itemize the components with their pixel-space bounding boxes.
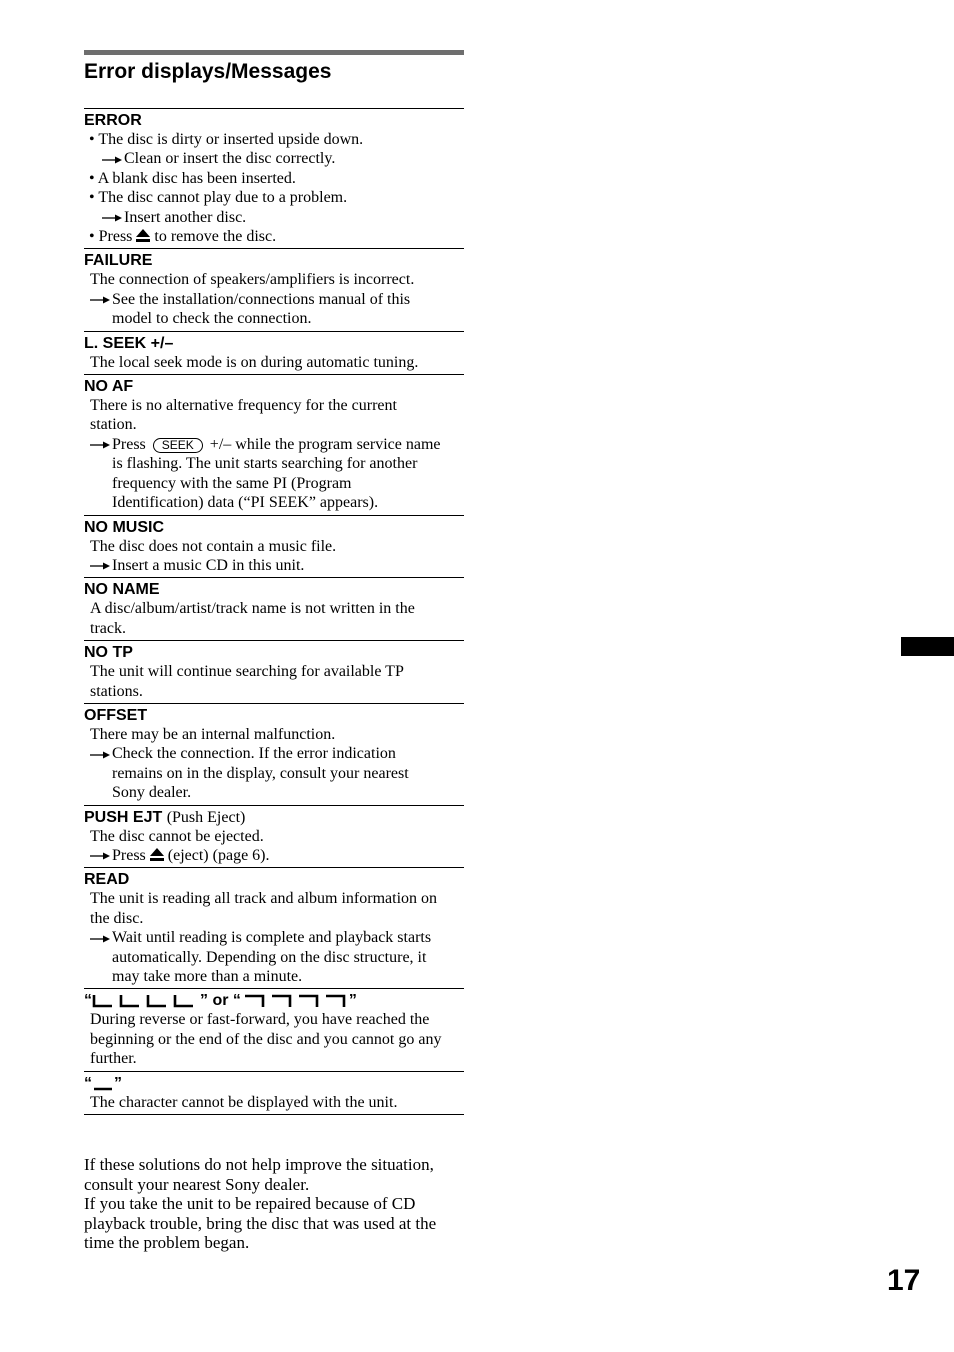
description-text: During reverse or fast-forward, you have reached the — [90, 1011, 430, 1029]
section-no-af — [84, 375, 464, 515]
continuation-text: model to check the connection. — [112, 310, 312, 328]
section-error — [84, 109, 464, 249]
arrow-item: Press SEEK +/– while the program service name — [84, 435, 464, 454]
message-table — [84, 108, 464, 1115]
footer-line: time the problem began. — [84, 1233, 250, 1253]
content-column — [84, 50, 464, 1253]
arrow-item: See the installation/connections manual of this — [84, 290, 464, 309]
right-arrow-icon — [102, 149, 124, 168]
section-no-tp — [84, 641, 464, 704]
page-title: Error displays/Messages — [84, 60, 332, 83]
section-heading: READ — [84, 871, 130, 889]
section-heading: PUSH EJT (Push Eject) — [84, 808, 246, 826]
section-push-ejt — [84, 806, 464, 869]
arrow-item: Insert another disc. — [84, 208, 464, 227]
section-heading: “ ” — [84, 1074, 122, 1092]
section-heading: NO TP — [84, 644, 133, 662]
description-text: The disc cannot be ejected. — [90, 827, 264, 845]
section-heading: NO AF — [84, 378, 134, 396]
right-arrow-icon — [90, 435, 112, 454]
description-text: stations. — [90, 682, 143, 700]
continuation-text: is flashing. The unit starts searching for another — [112, 455, 418, 473]
description-text: beginning or the end of the disc and you cannot go any — [90, 1030, 442, 1048]
description-text: There is no alternative frequency for the current — [90, 397, 397, 415]
description-text: The local seek mode is on during automatic tuning. — [90, 353, 419, 371]
continuation-text: automatically. Depending on the disc structure, it — [112, 948, 427, 966]
arrow-item: Wait until reading is complete and playback starts — [84, 928, 464, 947]
continuation-text: may take more than a minute. — [112, 968, 303, 985]
seek-button-label: SEEK — [153, 438, 203, 453]
description-text: The connection of speakers/amplifiers is incorrect. — [90, 271, 415, 289]
section-tab-marker — [901, 637, 954, 656]
footer-note — [84, 1155, 464, 1253]
continuation-text: frequency with the same PI (Program — [112, 474, 352, 492]
bullet-item: • The disc cannot play due to a problem. — [89, 189, 348, 207]
section-failure — [84, 249, 464, 331]
section-read — [84, 868, 464, 989]
bullet-item: • The disc is dirty or inserted upside down. — [89, 131, 364, 148]
right-arrow-icon — [90, 846, 112, 865]
section-no-music — [84, 516, 464, 579]
section-heading: OFFSET — [84, 706, 148, 724]
eject-icon — [136, 228, 150, 245]
footer-line: If you take the unit to be repaired because of CD — [84, 1194, 416, 1214]
footer-line: consult your nearest Sony dealer. — [84, 1174, 310, 1194]
bullet-item: • Press to remove the disc. — [89, 228, 277, 246]
description-text: The character cannot be displayed with the unit. — [90, 1093, 398, 1111]
description-text: The unit will continue searching for available TP — [90, 663, 404, 681]
page-number: 17 — [887, 1264, 921, 1297]
right-arrow-icon — [102, 208, 124, 227]
arrow-item: Insert a music CD in this unit. — [84, 556, 464, 575]
section-l-seek — [84, 332, 464, 375]
header-bar — [84, 50, 464, 55]
section-underscore — [84, 1072, 464, 1115]
description-text: The unit is reading all track and album information on — [90, 890, 438, 908]
right-arrow-icon — [90, 556, 112, 575]
description-text: the disc. — [90, 909, 144, 927]
continuation-text: Identification) data (“PI SEEK” appears). — [112, 494, 379, 512]
right-arrow-icon — [90, 290, 112, 309]
section-heading: FAILURE — [84, 252, 153, 270]
top-segments-icon — [241, 992, 349, 1009]
arrow-item: Check the connection. If the error indication — [84, 744, 464, 763]
description-text: A disc/album/artist/track name is not written in the — [90, 600, 415, 618]
description-text: track. — [90, 619, 126, 637]
right-arrow-icon — [90, 744, 112, 763]
bullet-item: • A blank disc has been inserted. — [89, 169, 296, 187]
section-heading-sub: (Push Eject) — [166, 808, 246, 826]
section-heading: NO NAME — [84, 581, 160, 599]
bottom-segments-icon — [92, 992, 200, 1009]
description-text: station. — [90, 416, 137, 434]
section-heading: ERROR — [84, 112, 142, 129]
continuation-text: remains on in the display, consult your nearest — [112, 764, 409, 782]
continuation-text: Sony dealer. — [112, 784, 192, 802]
section-offset — [84, 704, 464, 806]
section-heading: “ ” or “ ” — [84, 992, 357, 1010]
section-segment-indicators — [84, 989, 464, 1071]
description-text: There may be an internal malfunction. — [90, 725, 336, 743]
description-text: further. — [90, 1050, 137, 1068]
eject-icon — [150, 847, 164, 864]
arrow-item: Press (eject) (page 6). — [84, 846, 464, 865]
section-heading: L. SEEK +/– — [84, 334, 174, 352]
section-heading: NO MUSIC — [84, 518, 164, 536]
underscore-segment-icon — [92, 1075, 114, 1092]
arrow-item: Clean or insert the disc correctly. — [84, 149, 464, 168]
footer-line: playback trouble, bring the disc that was used at the — [84, 1213, 437, 1233]
right-arrow-icon — [90, 928, 112, 947]
description-text: The disc does not contain a music file. — [90, 537, 337, 555]
footer-line: If these solutions do not help improve the situation, — [84, 1155, 434, 1175]
section-no-name — [84, 578, 464, 641]
